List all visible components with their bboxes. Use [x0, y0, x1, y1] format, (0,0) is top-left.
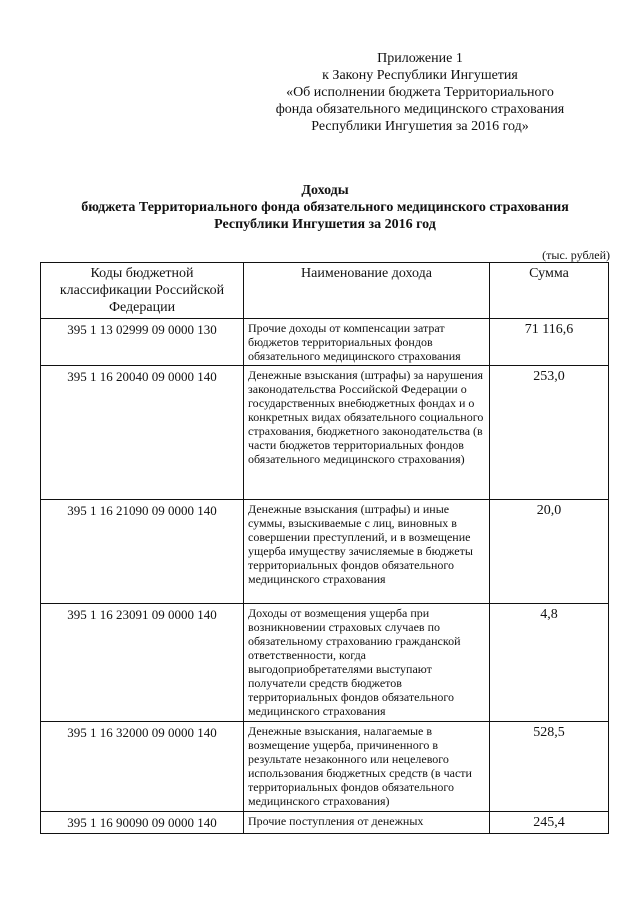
- appendix-block: [230, 50, 610, 135]
- cell-code: 395 1 13 02999 09 0000 130: [41, 319, 244, 366]
- cell-sum: 4,8: [490, 604, 609, 722]
- appendix-line: Республики Ингушетия за 2016 год»: [311, 119, 529, 134]
- appendix-line: «Об исполнении бюджета Территориального: [286, 85, 554, 100]
- cell-sum: 253,0: [490, 366, 609, 500]
- cell-name: Денежные взыскания, налагаемые в возмещение ущерба, причиненного в результате незаконного или нецелевого использования бюджетных средств (в части территориальных фондов обязательного медицинского страхования): [244, 722, 490, 812]
- header-name: Наименование дохода: [244, 263, 490, 319]
- header-code: Коды бюджетной классификации Российской Федерации: [41, 263, 244, 319]
- cell-sum: 245,4: [490, 812, 609, 834]
- cell-code: 395 1 16 20040 09 0000 140: [41, 366, 244, 500]
- cell-code: 395 1 16 32000 09 0000 140: [41, 722, 244, 812]
- units-label: (тыс. рублей): [542, 248, 610, 262]
- cell-name: Денежные взыскания (штрафы) и иные суммы, взыскиваемые с лиц, виновных в совершении преступлений, и в возмещение ущерба имуществу зачисляемые в бюджеты территориальных фондов обязательного медицинского страхования: [244, 500, 490, 604]
- table-row: [41, 319, 609, 366]
- appendix-line: к Закону Республики Ингушетия: [322, 68, 518, 83]
- table-row: [41, 500, 609, 604]
- title-line: бюджета Территориального фонда обязательного медицинского страхования: [81, 200, 569, 215]
- cell-code: 395 1 16 90090 09 0000 140: [41, 812, 244, 834]
- cell-name: Денежные взыскания (штрафы) за нарушения законодательства Российской Федерации о государственных внебюджетных фондах и о конкретных видах обязательного социального страхования, бюджетного законодательства (в части бюджетов территориальных фондов обязательного медицинского страхования): [244, 366, 490, 500]
- cell-sum: 528,5: [490, 722, 609, 812]
- document-title: [20, 182, 630, 233]
- cell-code: 395 1 16 21090 09 0000 140: [41, 500, 244, 604]
- cell-name: Прочие доходы от компенсации затрат бюджетов территориальных фондов обязательного медицинского страхования: [244, 319, 490, 366]
- title-line: Доходы: [301, 183, 349, 198]
- title-line: Республики Ингушетия за 2016 год: [214, 217, 436, 232]
- appendix-line: Приложение 1: [377, 51, 463, 66]
- table-header-row: [41, 263, 609, 319]
- revenue-table: [40, 262, 609, 834]
- cell-sum: 71 116,6: [490, 319, 609, 366]
- table-row: [41, 722, 609, 812]
- table-row: [41, 604, 609, 722]
- table-row: [41, 812, 609, 834]
- cell-name: Прочие поступления от денежных: [244, 812, 490, 834]
- table-row: [41, 366, 609, 500]
- cell-name: Доходы от возмещения ущерба при возникновении страховых случаев по обязательному страхованию гражданской ответственности, когда выгодоприобретателями выступают получатели средств бюджетов территориальных фондов обязательного медицинского страхования: [244, 604, 490, 722]
- cell-sum: 20,0: [490, 500, 609, 604]
- appendix-line: фонда обязательного медицинского страхования: [275, 102, 565, 117]
- cell-code: 395 1 16 23091 09 0000 140: [41, 604, 244, 722]
- header-sum: Сумма: [490, 263, 609, 319]
